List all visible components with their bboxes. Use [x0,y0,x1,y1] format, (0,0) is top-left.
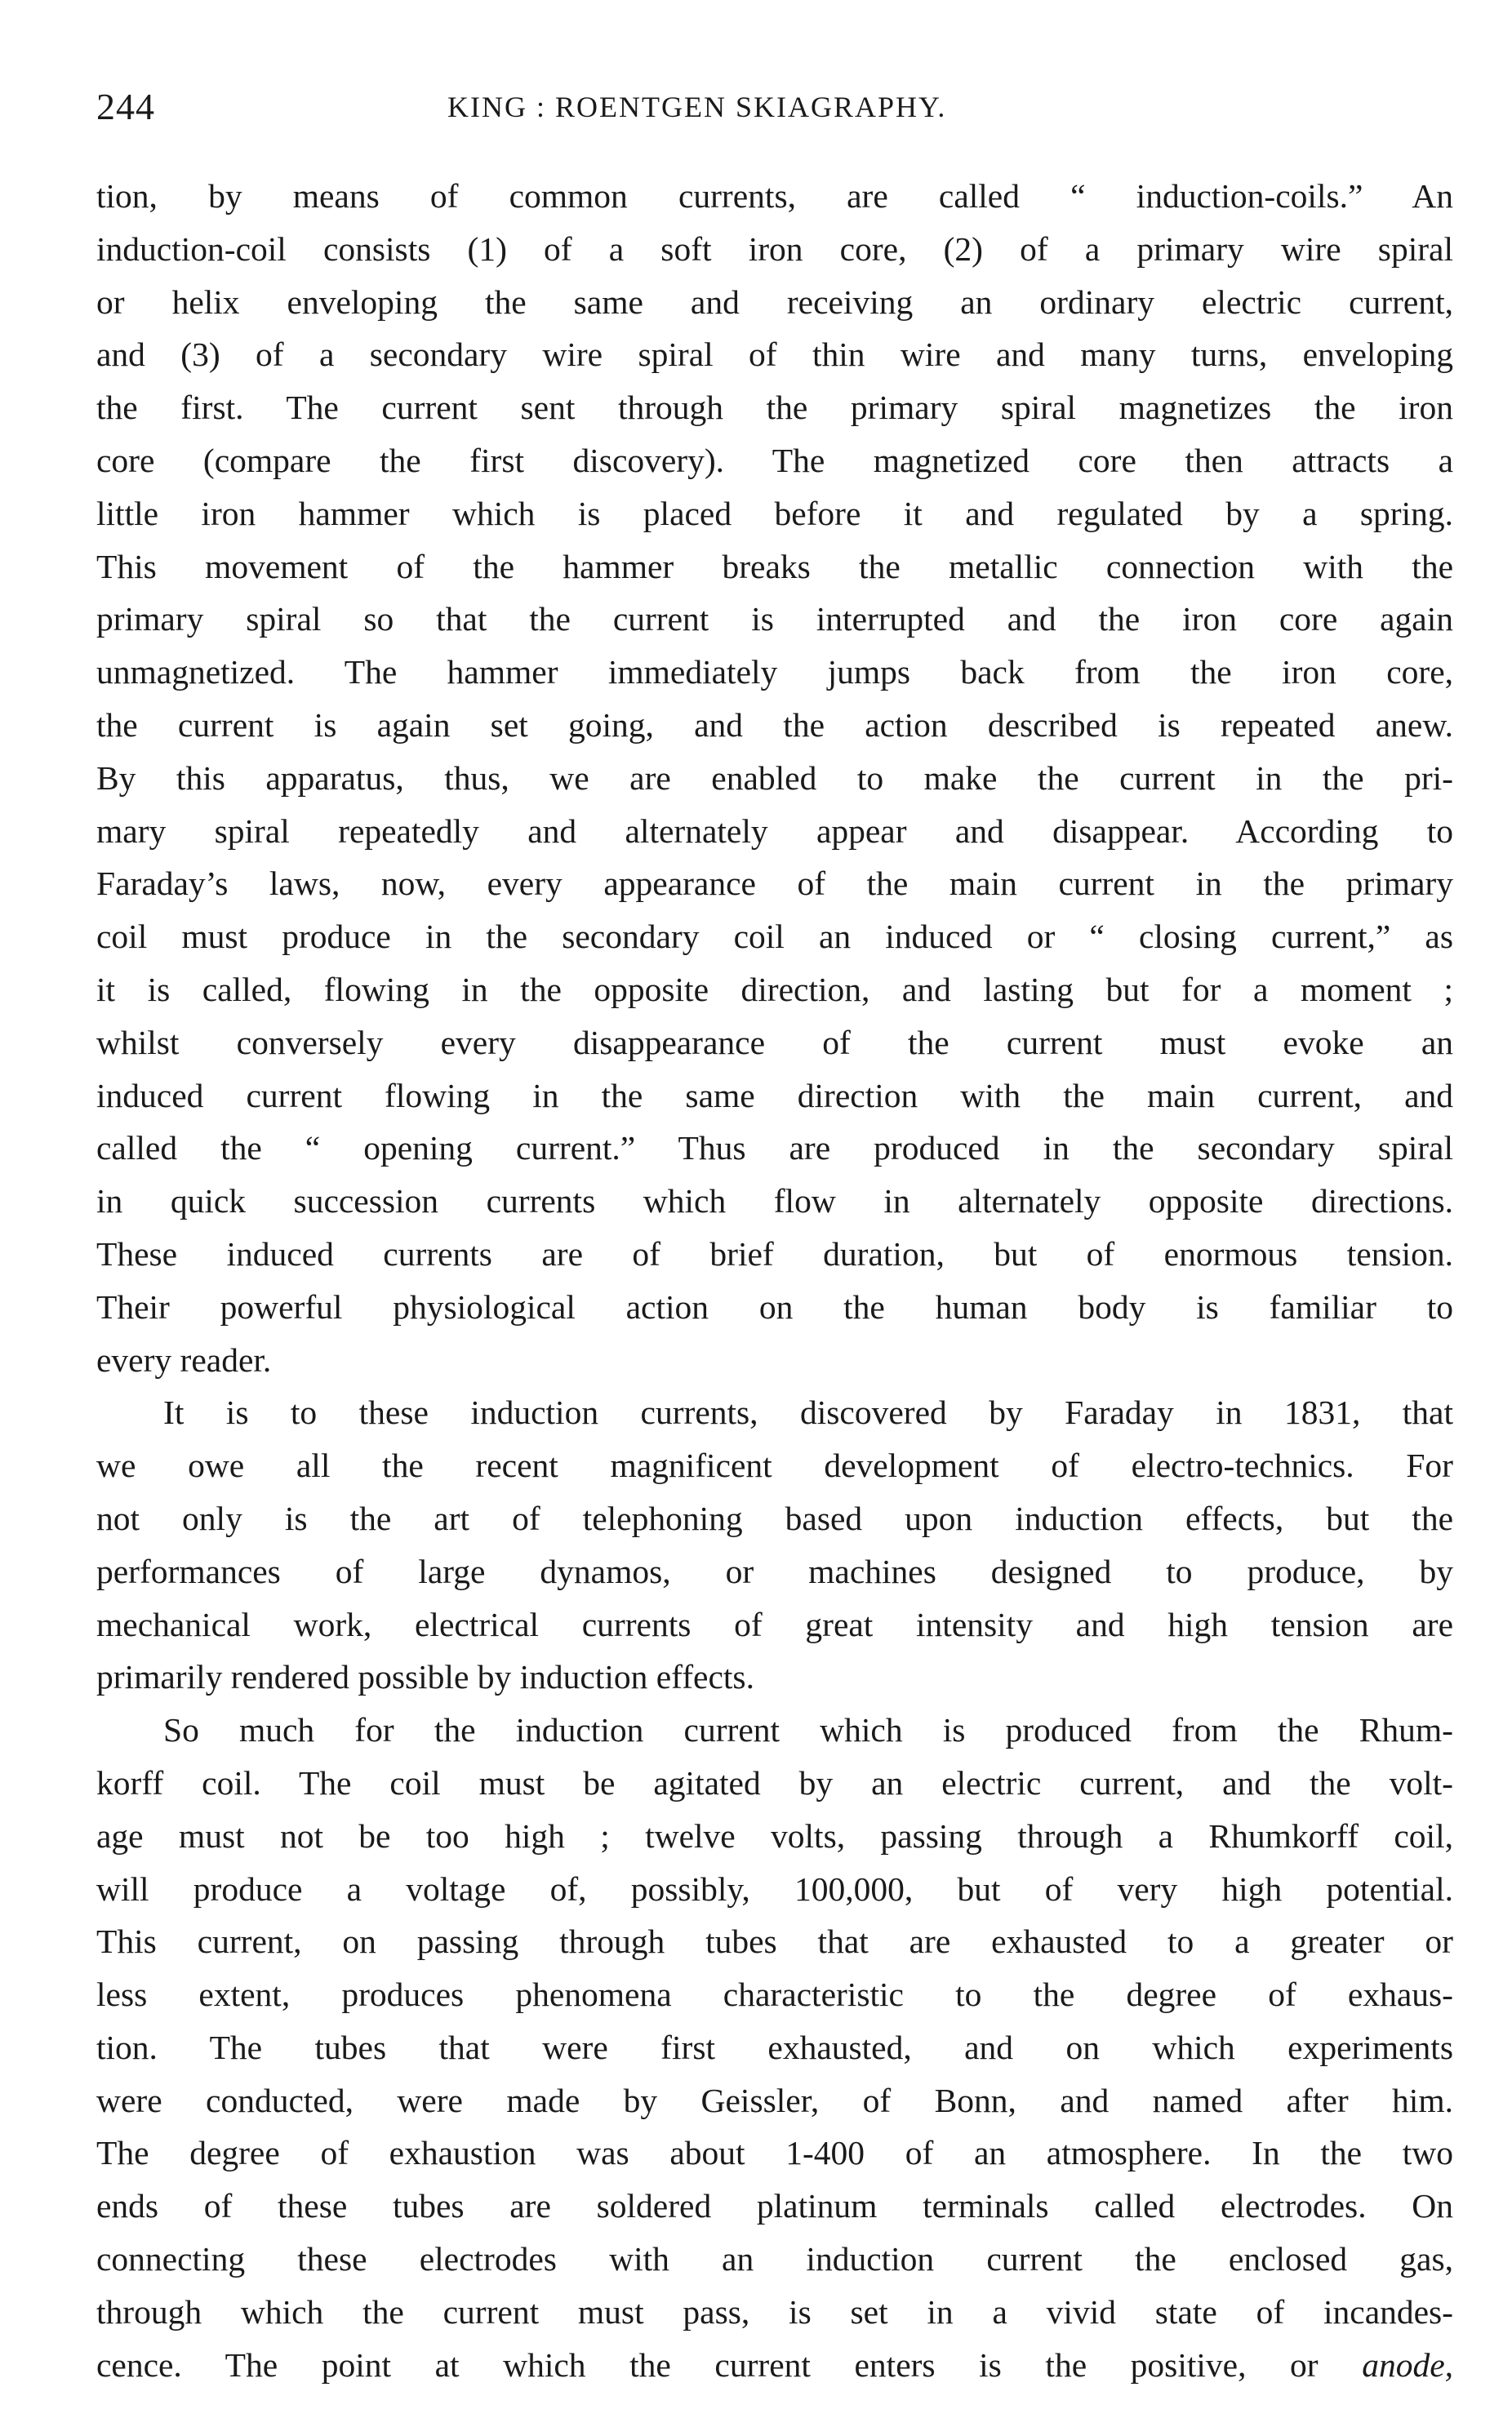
text-line: in quick succession currents which flow in alternately opposite directions. [96,1182,1453,1220]
page-number: 244 [96,86,155,127]
text-line: not only is the art of telephoning based upon induction effects, but the [96,1499,1453,1537]
text-line: ends of these tubes are soldered platinum terminals called electrodes. On [96,2187,1453,2225]
text-line: So much for the induction current which is produced from the Rhum- [163,1711,1453,1749]
text-line: little iron hammer which is placed before it and regulated by a spring. [96,494,1453,532]
final-line-italic: anode, [1362,2345,1453,2384]
text-line: By this apparatus, thus, we are enabled to make the current in the pri- [96,758,1453,797]
text-line: were conducted, were made by Geissler, of Bonn, and named after him. [96,2081,1453,2119]
text-line: These induced currents are of brief duration, but of enormous tension. [96,1234,1453,1273]
paragraph-3 [96,1704,1453,2391]
text-line: The degree of exhaustion was about 1-400 of an atmosphere. In the two [96,2134,1453,2172]
text-line: Faraday’s laws, now, every appearance of the main current in the primary [96,865,1453,903]
text-line: unmagnetized. The hammer immediately jumps back from the iron core, [96,653,1453,691]
text-line: called the “ opening current.” Thus are produced in the secondary spiral [96,1129,1453,1167]
text-line: and (3) of a secondary wire spiral of thin wire and many turns, enveloping [96,336,1453,374]
text-line: This current, on passing through tubes that are exhausted to a greater or [96,1923,1453,1961]
body-text [96,170,1453,2391]
text-line: mary spiral repeatedly and alternately appear and disappear. According to [96,811,1453,850]
text-line: korff coil. The coil must be agitated by an electric current, and the volt- [96,1763,1453,1802]
text-line: induction-coil consists (1) of a soft iron core, (2) of a primary wire spiral [96,229,1453,268]
text-line: mechanical work, electrical currents of great intensity and high tension are [96,1605,1453,1643]
text-line: induced current flowing in the same direction with the main current, and [96,1076,1453,1114]
text-line: connecting these electrodes with an induction current the enclosed gas, [96,2240,1453,2278]
text-line: core (compare the first discovery). The magnetized core then attracts a [96,441,1453,479]
text-line: tion, by means of common currents, are called “ induction-coils.” An [96,177,1453,215]
text-line: performances of large dynamos, or machines designed to produce, by [96,1552,1453,1590]
text-line: every reader. [96,1340,272,1379]
running-head [96,78,1453,136]
text-line: Their powerful physiological action on the human body is familiar to [96,1287,1453,1326]
text-line: primary spiral so that the current is interrupted and the iron core again [96,600,1453,638]
paragraph-1 [96,170,1453,1386]
text-line: through which the current must pass, is set in a vivid state of incandes- [96,2292,1453,2331]
final-line-text: cence. The point at which the current enters is the positive, or [96,2345,1319,2384]
text-line: This movement of the hammer breaks the metallic connection with the [96,547,1453,585]
text-line: primarily rendered possible by induction effects. [96,1658,754,1696]
text-line: It is to these induction currents, discovered by Faraday in 1831, that [163,1394,1453,1432]
text-line: or helix enveloping the same and receiving an ordinary electric current, [96,282,1453,321]
text-line: we owe all the recent magnificent development of electro-technics. For [96,1447,1453,1485]
text-line: will produce a voltage of, possibly, 100,000, but of very high potential. [96,1869,1453,1908]
text-line: the first. The current sent through the primary spiral magnetizes the iron [96,389,1453,427]
paragraph-2 [96,1386,1453,1704]
text-line: coil must produce in the secondary coil an induced or “ closing current,” as [96,918,1453,956]
text-line: less extent, produces phenomena characteristic to the degree of exhaus- [96,1976,1453,2014]
text-line: age must not be too high ; twelve volts, passing through a Rhumkorff coil, [96,1816,1453,1855]
running-title: KING : ROENTGEN SKIAGRAPHY. [447,91,947,123]
text-line: whilst conversely every disappearance of the current must evoke an [96,1023,1453,1061]
text-line: it is called, flowing in the opposite direction, and lasting but for a moment ; [96,970,1453,1008]
text-line: tion. The tubes that were first exhausted, and on which experiments [96,2028,1453,2066]
text-line-final [96,2339,1453,2392]
text-line: the current is again set going, and the action described is repeated anew. [96,705,1453,744]
